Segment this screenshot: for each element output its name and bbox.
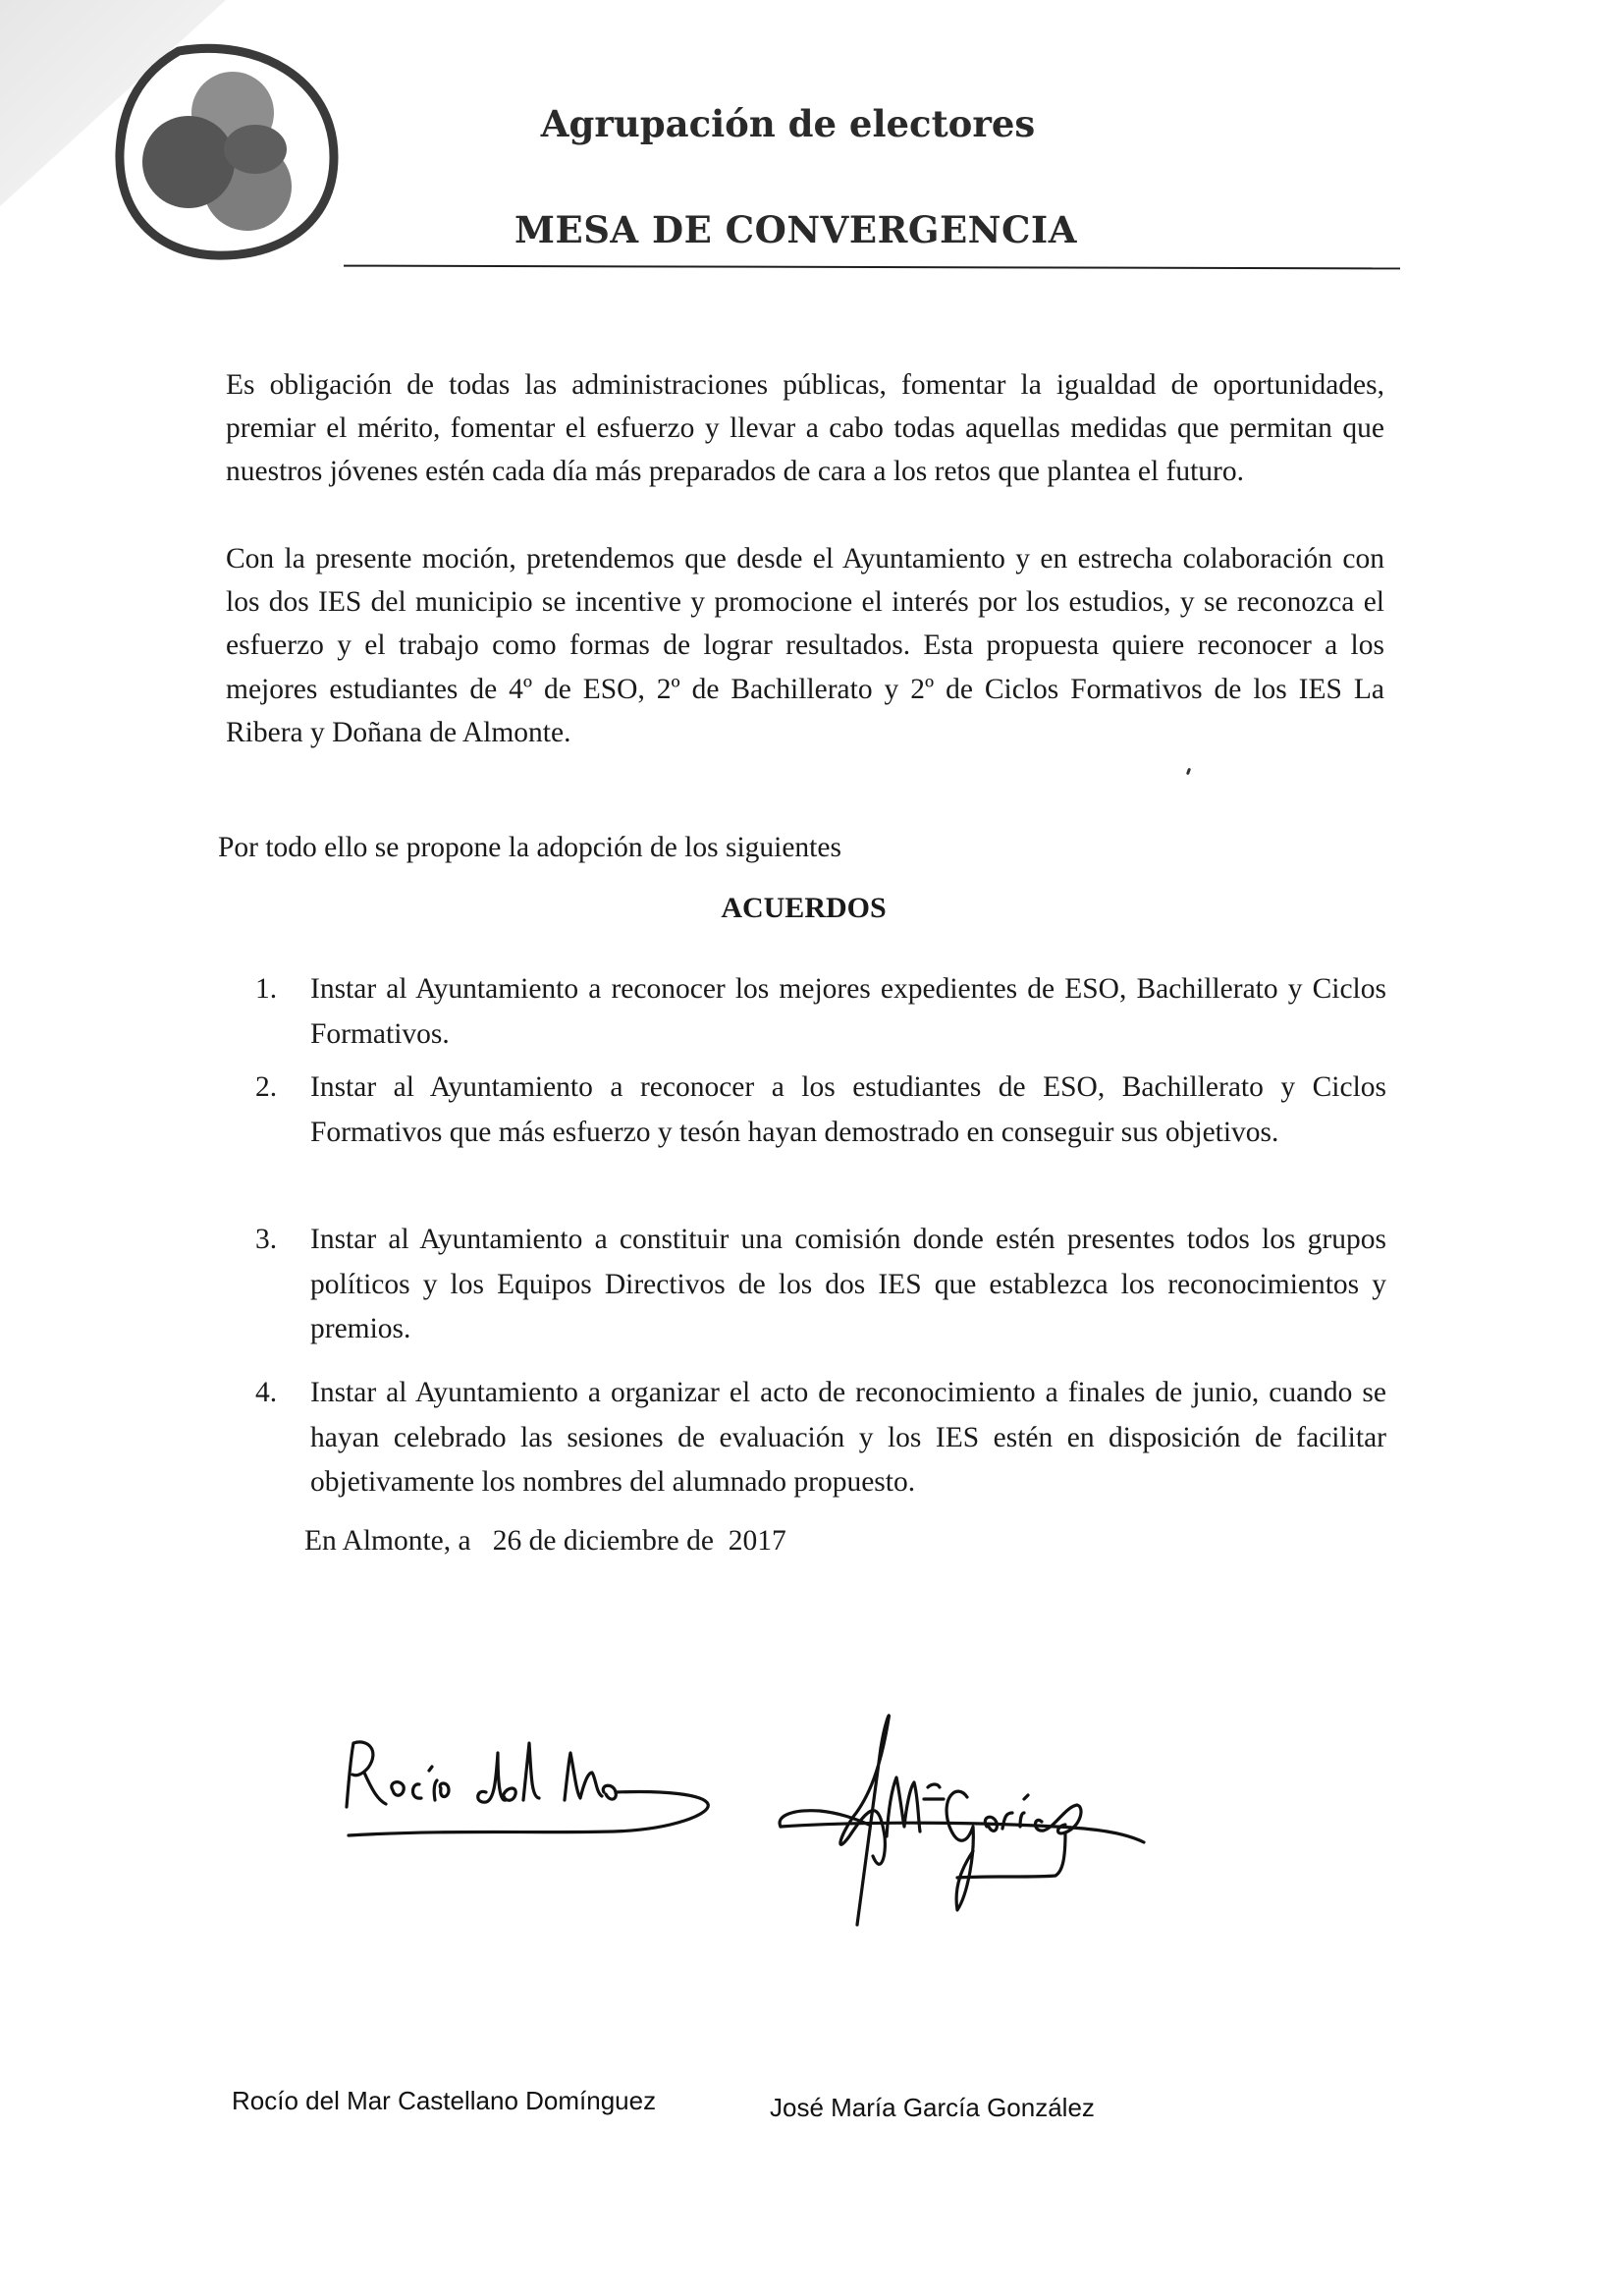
signatory-name-jose-maria: José María García González <box>770 2093 1095 2122</box>
signature-rocio <box>339 1714 712 1841</box>
paragraph-motion: Con la presente moción, pretendemos que desde el Ayuntamiento y en estrecha colaboración con los dos IES del municipio se incentive y promocione el interés por los estudios, y se reconozca el esfuerzo y el trabajo como formas de lograr resultados. Esta propuesta quiere reconocer a los mejores estudiantes de 4º de ESO, 2º de Bachillerato y 2º de Ciclos Formativos de los IES La Ribera y Doñana de Almonte. <box>226 543 1384 748</box>
agreement-text: Instar al Ayuntamiento a organizar el acto de reconocimiento a finales de junio, cuando se hayan celebrado las sesiones de evaluación y los IES estén en disposición de facilitar objetivamente los nombres del alumnado propuesto. <box>310 1377 1386 1498</box>
scan-speck <box>1186 768 1191 776</box>
agreement-number: 4. <box>255 1377 278 1408</box>
agreement-number: 2. <box>255 1071 278 1103</box>
agreement-item <box>255 967 1386 1057</box>
agreement-item <box>255 1371 1386 1505</box>
agreement-item <box>255 1218 1386 1352</box>
agreement-item <box>255 1066 1386 1155</box>
agreement-text: Instar al Ayuntamiento a reconocer los mejores expedientes de ESO, Bachillerato y Ciclos Formativos. <box>310 973 1386 1050</box>
agreement-text: Instar al Ayuntamiento a constituir una comisión donde estén presentes todos los grupos políticos y los Equipos Directivos de los dos IES que establezca los reconocimientos y premios. <box>310 1224 1386 1344</box>
paragraph-intro: Es obligación de todas las administraciones públicas, fomentar la igualdad de oportunidades, premiar el mérito, fomentar el esfuerzo y llevar a cabo todas aquellas medidas que permitan que nuestros jóvenes estén cada día más preparados de cara a los retos que plantea el futuro. <box>226 369 1384 488</box>
proposal-intro: Por todo ello se propone la adopción de los siguientes <box>218 832 841 863</box>
signatory-name-rocio: Rocío del Mar Castellano Domínguez <box>232 2086 657 2115</box>
agreement-number: 1. <box>255 973 278 1005</box>
signature-jose-maria <box>771 1689 1149 1935</box>
agreements-heading <box>0 892 1623 925</box>
header-divider <box>344 265 1400 270</box>
agreement-number: 3. <box>255 1224 278 1255</box>
agreement-text: Instar al Ayuntamiento a reconocer a los estudiantes de ESO, Bachillerato y Ciclos Formativos que más esfuerzo y tesón hayan demostrado en conseguir sus objetivos. <box>310 1071 1386 1148</box>
date-line: En Almonte, a 26 de diciembre de 2017 <box>304 1525 786 1557</box>
organization-title: Agrupación de electores <box>540 102 1036 145</box>
organization-subtitle: MESA DE CONVERGENCIA <box>514 208 1077 251</box>
agreements-heading-text: ACUERDOS <box>721 892 887 924</box>
